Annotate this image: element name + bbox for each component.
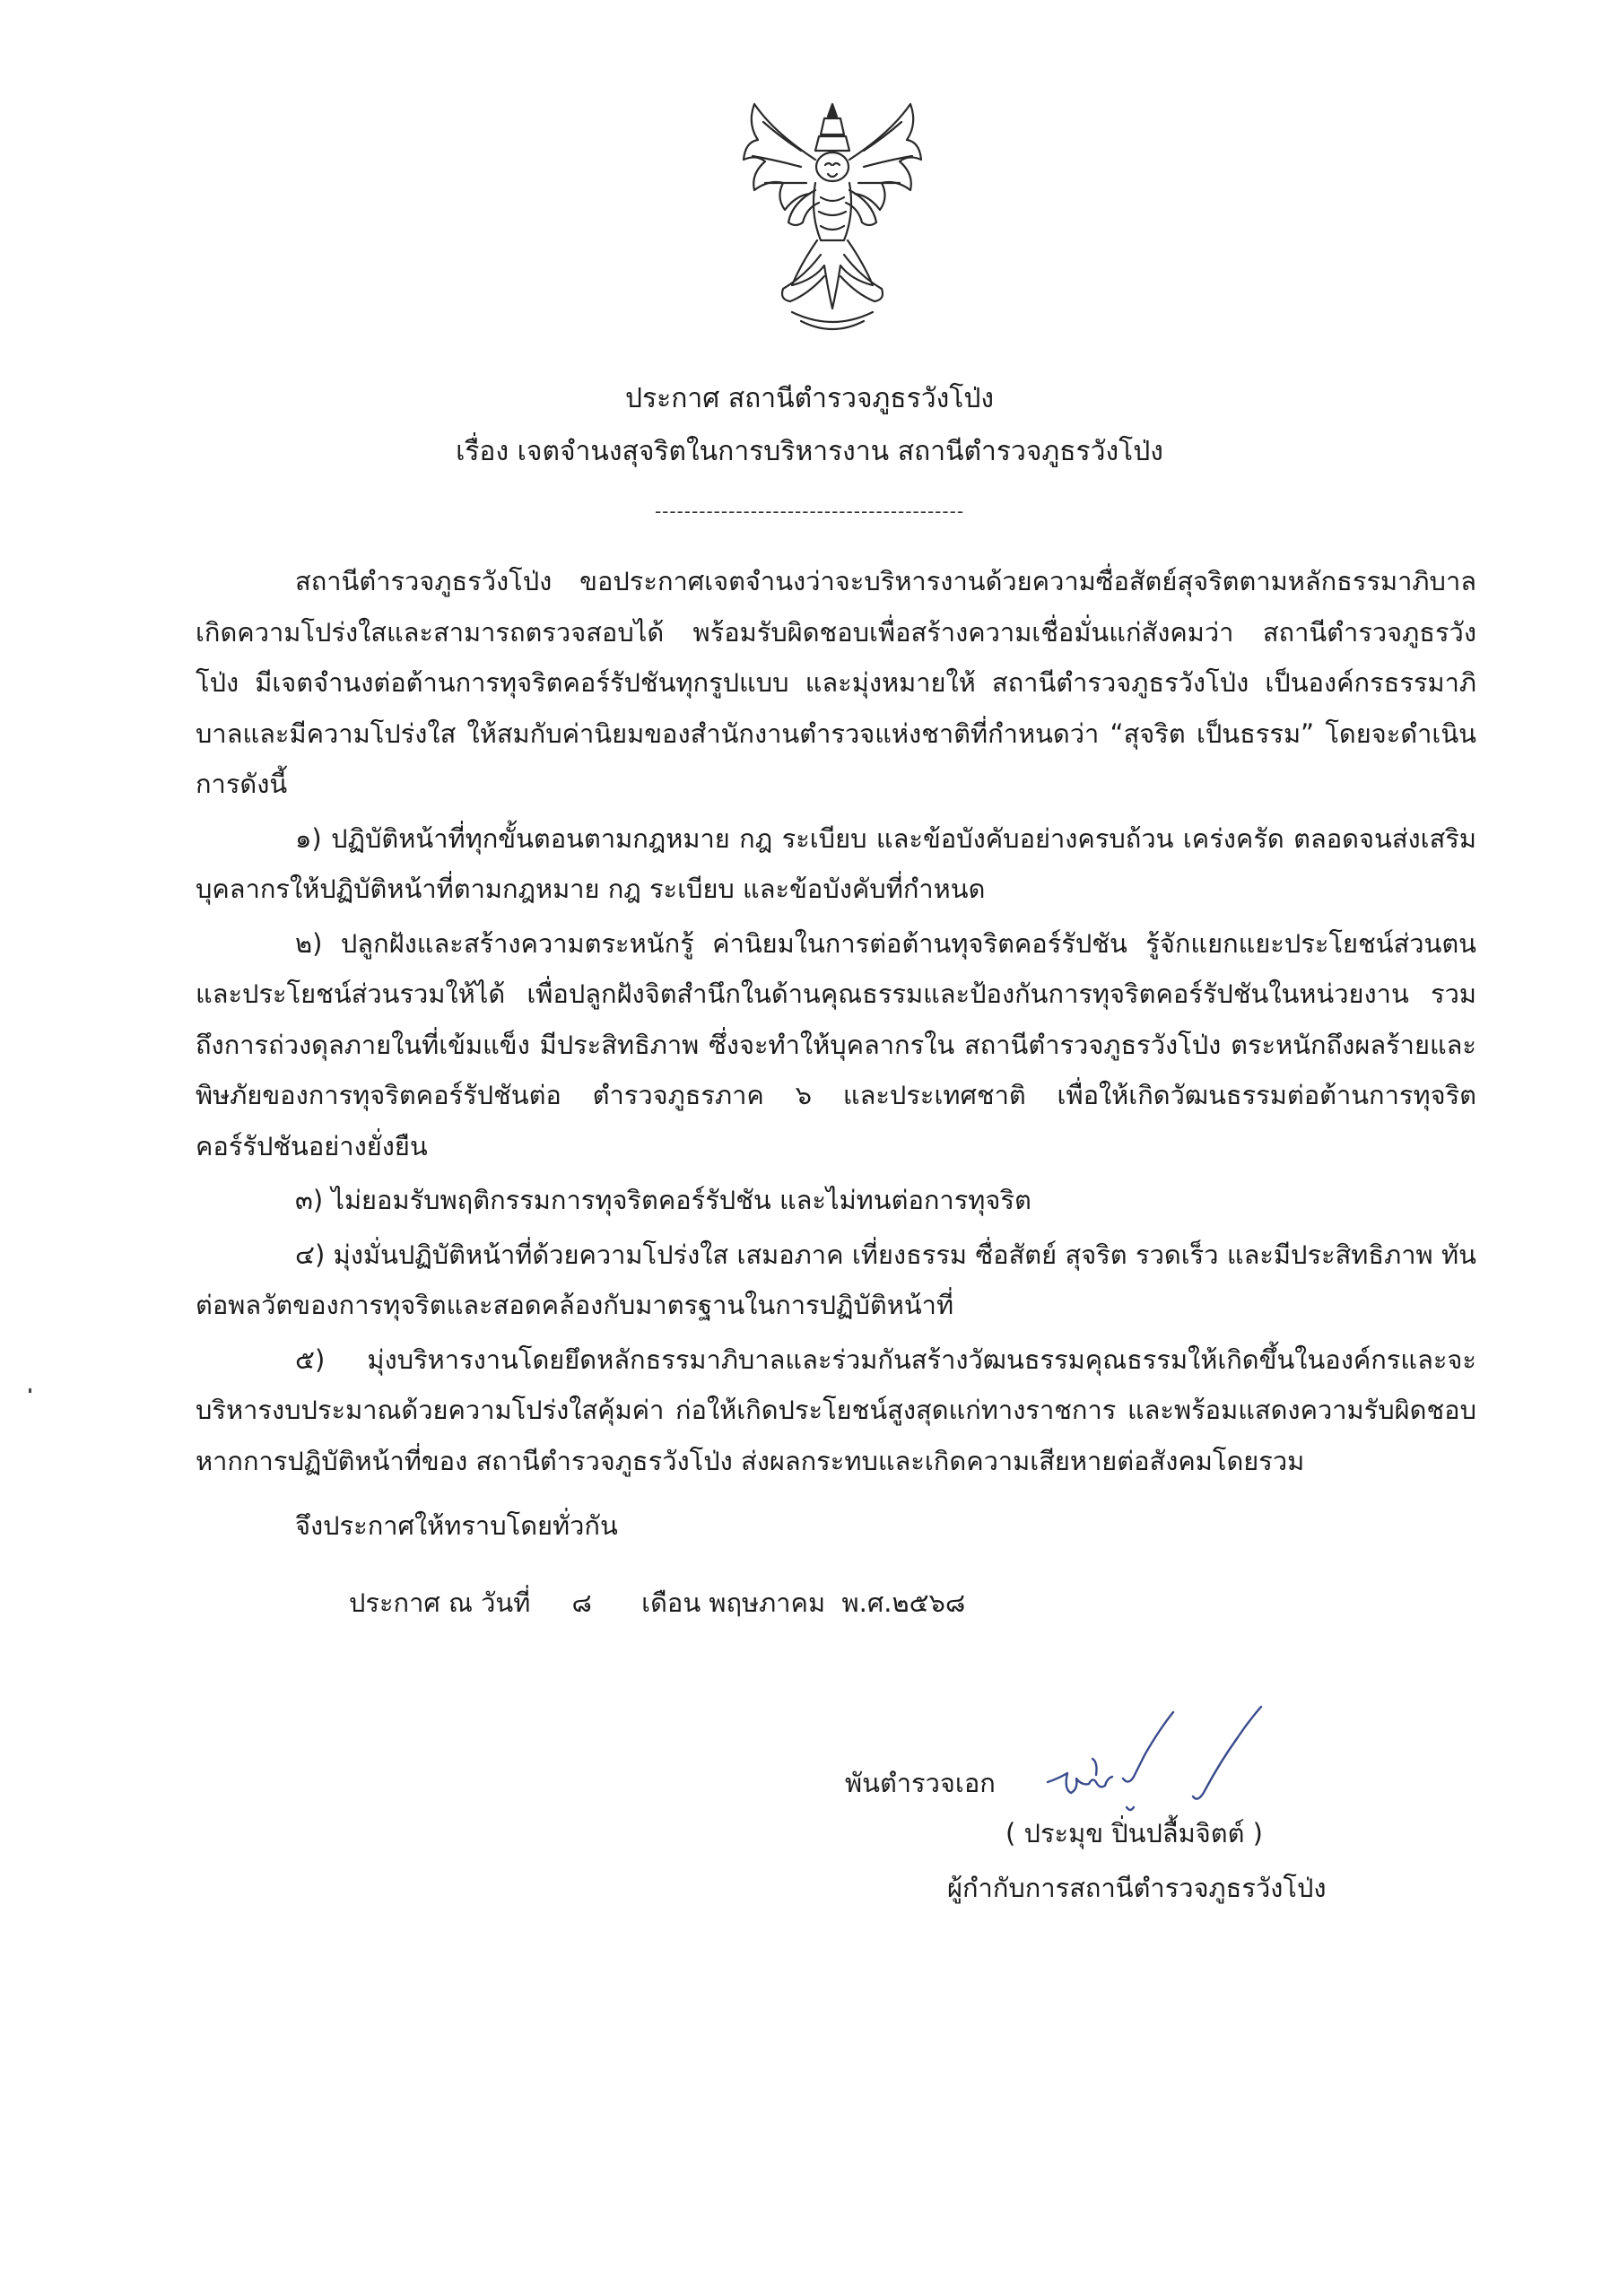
scan-speck xyxy=(29,1388,31,1393)
signer-rank: พันตำรวจเอก xyxy=(845,1768,996,1798)
handwritten-signature-icon xyxy=(1040,1700,1274,1825)
list-item-1: ๑) ปฏิบัติหน้าที่ทุกขั้นตอนตามกฎหมาย กฎ ระเบียบ และข้อบังคับอย่างครบถ้วน เคร่งครัด ตลอดจนส่งเสริมบุคลากรให้ปฏิบัติหน้าที่ตามกฎหมาย กฎ ระเบียบ และข้อบังคับที่กำหนด xyxy=(196,822,1476,904)
list-item-2: ๒) ปลูกฝังและสร้างความตระหนักรู้ ค่านิยมในการต่อต้านทุจริตคอร์รัปชัน รู้จักแยกแยะประโยชน์ส่วนตนและประโยชน์ส่วนรวมให้ได้ เพื่อปลูกฝังจิตสำนึกในด้านคุณธรรมและป้องกันการทุจริตคอร์รัปชันในหน่วยงาน รวมถึงการถ่วงดุลภายในที่เข้มแข็ง มีประสิทธิภาพ ซึ่งจะทำให้บุคลากรใน สถานีตำรวจภูธรวังโป่ง ตระหนักถึงผลร้ายและพิษภัยของการทุจริตคอร์รัปชันต่อ ตำรวจภูธรภาค ๖ และประเทศชาติ เพื่อให้เกิดวัฒนธรรมต่อต้านการทุจริตคอร์รัปชันอย่างยั่งยืน xyxy=(196,927,1476,1161)
list-item-3: ๓) ไม่ยอมรับพฤติกรรมการทุจริตคอร์รัปชัน และไม่ทนต่อการทุจริต xyxy=(295,1185,1031,1215)
divider-line: ------------------------------------------ xyxy=(654,500,965,522)
list-item-4: ๔) มุ่งมั่นปฏิบัติหน้าที่ด้วยความโปร่งใส เสมอภาค เที่ยงธรรม ซื่อสัตย์ สุจริต รวดเร็ว และมีประสิทธิภาพ ทันต่อพลวัตของการทุจริตและสอดคล้องกับมาตรฐานในการปฏิบัติหน้าที่ xyxy=(196,1239,1476,1320)
closing-statement: จึงประกาศให้ทราบโดยทั่วกัน xyxy=(295,1510,618,1541)
garuda-emblem-icon xyxy=(738,97,927,339)
announcement-body xyxy=(196,556,1476,1486)
announcement-subject: เรื่อง เจตจำนงสุจริตในการบริหารงาน สถานีตำรวจภูธรวังโป่ง xyxy=(456,436,1163,467)
announcement-date: ประกาศ ณ วันที่ ๘ เดือน พฤษภาคม พ.ศ.๒๕๖๘ xyxy=(349,1587,966,1618)
intro-paragraph: สถานีตำรวจภูธรวังโป่ง ขอประกาศเจตจำนงว่าจะบริหารงานด้วยความซื่อสัตย์สุจริตตามหลักธรรมาภิบาล เกิดความโปร่งใสและสามารถตรวจสอบได้ พร้อมรับผิดชอบเพื่อสร้างความเชื่อมั่นแก่สังคมว่า สถานีตำรวจภูธรวังโป่ง มีเจตจำนงต่อต้านการทุจริตคอร์รัปชันทุกรูปแบบ และมุ่งหมายให้ สถานีตำรวจภูธรวังโป่ง เป็นองค์กรธรรมาภิบาลและมีความโปร่งใส ให้สมกับค่านิยมของสำนักงานตำรวจแห่งชาติที่กำหนดว่า “สุจริต เป็นธรรม” โดยจะดำเนินการดังนี้ xyxy=(196,566,1476,799)
signer-position: ผู้กำกับการสถานีตำรวจภูธรวังโป่ง xyxy=(947,1873,1327,1903)
announcement-title: ประกาศ สถานีตำรวจภูธรวังโป่ง xyxy=(624,383,995,414)
signer-name: ( ประมุข ปิ่นปลื้มจิตต์ ) xyxy=(1005,1818,1263,1848)
list-item-5: ๕) มุ่งบริหารงานโดยยึดหลักธรรมาภิบาลและร่วมกันสร้างวัฒนธรรมคุณธรรมให้เกิดขึ้นในองค์กรและจะบริหารงบประมาณด้วยความโปร่งใสคุ้มค่า ก่อให้เกิดประโยชน์สูงสุดแก่ทางราชการ และพร้อมแสดงความรับผิดชอบ หากการปฏิบัติหน้าที่ของ สถานีตำรวจภูธรวังโป่ง ส่งผลกระทบและเกิดความเสียหายต่อสังคมโดยรวม xyxy=(196,1344,1476,1476)
